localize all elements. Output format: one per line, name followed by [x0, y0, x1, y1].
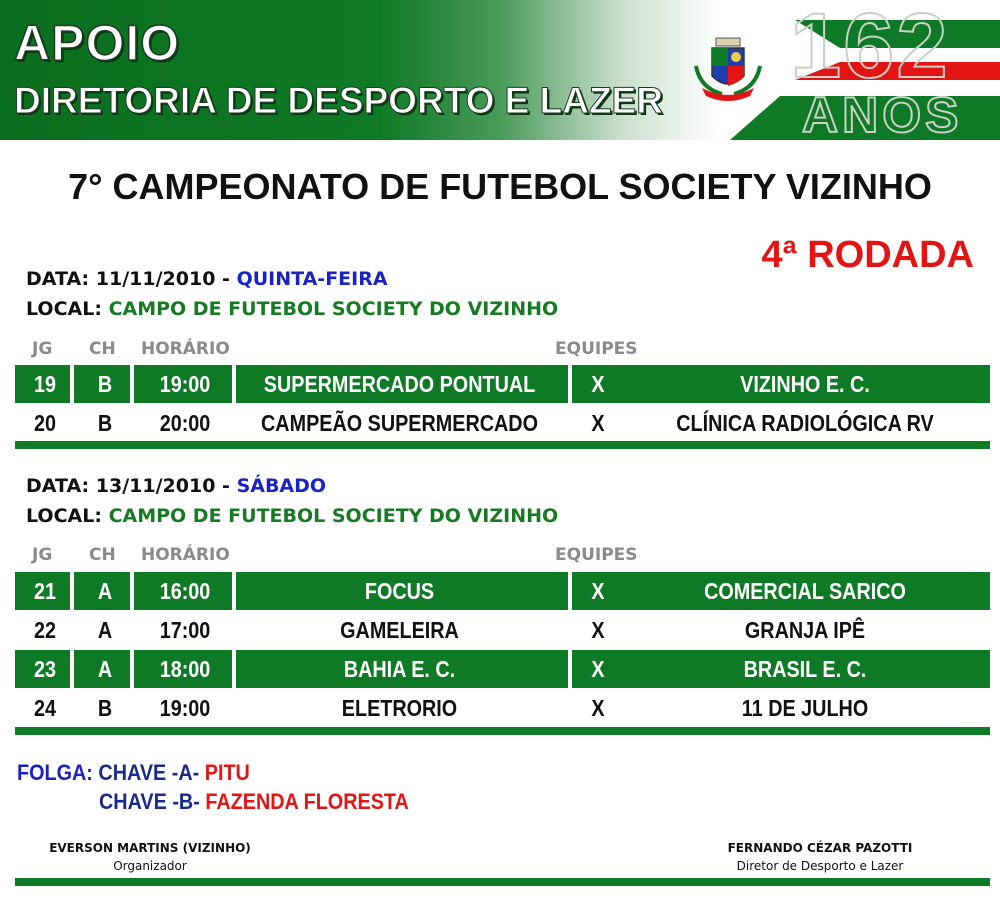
col-horario-header: HORÁRIO: [141, 545, 230, 565]
game-number: 19: [33, 371, 57, 397]
home-team: BAHIA E. C.: [343, 656, 456, 682]
away-team: CLÍNICA RADIOLÓGICA RV: [676, 410, 934, 436]
folga-key: CHAVE -B-: [99, 789, 200, 814]
game-number: 23: [33, 656, 57, 682]
day2-date-line: [26, 475, 326, 497]
versus: X: [591, 617, 605, 643]
versus: X: [591, 410, 605, 436]
date-label: DATA:: [26, 475, 90, 497]
round-label: 4ª RODADA: [761, 234, 974, 276]
date-value: 13/11/2010: [95, 475, 216, 497]
away-team: VIZINHO E. C.: [740, 371, 870, 397]
game-group: A: [97, 617, 113, 643]
versus: X: [591, 578, 605, 604]
folga-team: FAZENDA FLORESTA: [205, 789, 409, 814]
game-number: 24: [33, 695, 57, 721]
anniversary-word: ANOS: [802, 87, 963, 140]
director-role: Diretor de Desporto e Lazer: [736, 859, 904, 873]
table-row: [15, 650, 990, 688]
game-group: B: [97, 410, 113, 436]
col-equipes-header: EQUIPES: [555, 339, 638, 359]
away-team: BRASIL E. C.: [743, 656, 867, 682]
city-crest-icon: [692, 36, 764, 102]
organizer-name: EVERSON MARTINS (VIZINHO): [49, 841, 251, 855]
anniversary-number: 162: [790, 0, 950, 97]
date-label: DATA:: [26, 268, 90, 290]
col-ch-header: CH: [89, 545, 116, 565]
home-team: GAMELEIRA: [340, 617, 459, 643]
home-team: ELETRORIO: [341, 695, 458, 721]
game-number: 22: [33, 617, 57, 643]
game-time: 17:00: [159, 617, 211, 643]
col-horario-header: HORÁRIO: [141, 339, 230, 359]
table-row: [15, 689, 990, 727]
local-value: CAMPO DE FUTEBOL SOCIETY DO VIZINHO: [108, 505, 559, 527]
banner-subtitle: DIRETORIA DE DESPORTO E LAZER: [14, 80, 663, 121]
folga-line-b: [99, 789, 409, 815]
col-jg-header: JG: [32, 545, 53, 565]
home-team: SUPERMERCADO PONTUAL: [263, 371, 536, 397]
folga-team: PITU: [204, 760, 250, 785]
table-bottom-bar: [15, 727, 990, 735]
game-time: 18:00: [159, 656, 211, 682]
home-team: CAMPEÃO SUPERMERCADO: [261, 410, 538, 436]
col-jg-header: JG: [32, 339, 53, 359]
championship-title: 7° CAMPEONATO DE FUTEBOL SOCIETY VIZINHO: [68, 166, 932, 207]
table-row: [15, 365, 990, 403]
game-group: A: [97, 578, 113, 604]
weekday: SÁBADO: [236, 475, 327, 497]
col-ch-header: CH: [89, 339, 116, 359]
game-group: A: [97, 656, 113, 682]
folga-line-a: [17, 760, 250, 786]
day1-date-line: [26, 268, 388, 290]
game-number: 21: [33, 578, 57, 604]
game-group: B: [97, 371, 113, 397]
director-name: FERNANDO CÉZAR PAZOTTI: [727, 841, 913, 855]
away-team: GRANJA IPÊ: [744, 617, 866, 643]
table-row: [15, 404, 990, 442]
game-time: 20:00: [159, 410, 211, 436]
organizer-role: Organizador: [113, 859, 187, 873]
weekday: QUINTA-FEIRA: [236, 268, 388, 290]
table-row: [15, 611, 990, 649]
game-time: 16:00: [159, 578, 211, 604]
footer-bar: [15, 878, 990, 886]
date-dash: -: [222, 475, 230, 497]
versus: X: [591, 656, 605, 682]
table-row: [15, 572, 990, 610]
date-value: 11/11/2010: [95, 268, 216, 290]
header-banner: [0, 0, 1000, 140]
home-team: FOCUS: [364, 578, 435, 604]
versus: X: [591, 371, 605, 397]
local-value: CAMPO DE FUTEBOL SOCIETY DO VIZINHO: [108, 298, 559, 320]
day2-local-line: [26, 505, 558, 527]
game-time: 19:00: [159, 371, 211, 397]
col-equipes-header: EQUIPES: [555, 545, 638, 565]
game-number: 20: [33, 410, 57, 436]
banner-title: APOIO: [14, 15, 181, 71]
local-label: LOCAL:: [26, 505, 102, 527]
date-dash: -: [222, 268, 230, 290]
local-label: LOCAL:: [26, 298, 102, 320]
versus: X: [591, 695, 605, 721]
table-bottom-bar: [15, 441, 990, 449]
folga-key: CHAVE -A-: [98, 760, 200, 785]
folga-label: FOLGA:: [17, 760, 93, 785]
game-time: 19:00: [159, 695, 211, 721]
away-team: COMERCIAL SARICO: [704, 578, 906, 604]
game-group: B: [97, 695, 113, 721]
day1-local-line: [26, 298, 558, 320]
away-team: 11 DE JULHO: [741, 695, 869, 721]
